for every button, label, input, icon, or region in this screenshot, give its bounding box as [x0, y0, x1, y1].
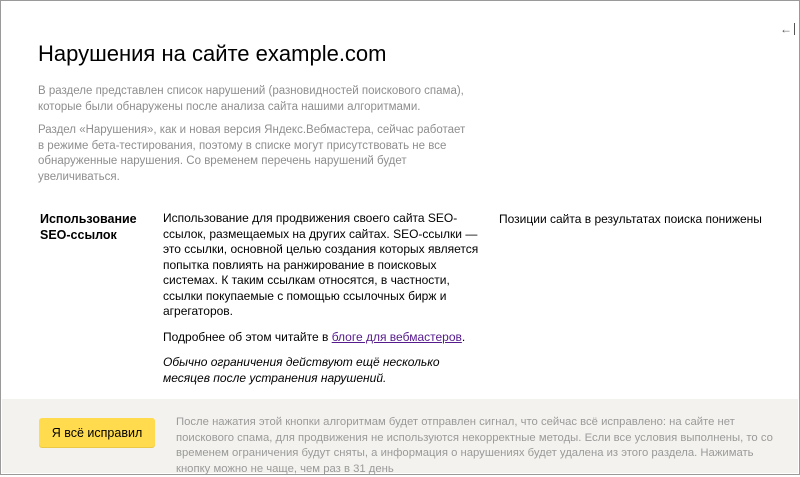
footer-note: После нажатия этой кнопки алгоритмам будет отправлен сигнал, что сейчас всё исправлено: на сайте нет поискового спама, для продвижения не используются некорректные методы. Если все условия выполнены, то со временем ограничения будут сняты, а информация о нарушениях будет удалена из этого раздела. Нажимать кнопку можно не чаще, чем раз в 31 день [176, 416, 773, 475]
violation-description-block [163, 211, 488, 396]
violation-more-info: Подробнее об этом читайте в блоге для вебмастеров. [163, 329, 466, 344]
collapse-right-icon[interactable]: ← [781, 19, 795, 39]
violation-description: Использование для продвижения своего сайта SEO-ссылок, размещаемых на других сайтах. SEO-ссылки — это ссылки, основной целью создания которых является попытка повлиять на ранжирование в поисковых системах. К таким ссылкам относятся, в частности, ссылки покупаемые с помощью ссылочных бирж и агрегаторов. [163, 211, 479, 318]
dialog-footer [2, 399, 798, 473]
violation-note: Обычно ограничения действуют ещё несколько месяцев после устранения нарушений. [163, 355, 440, 385]
fixed-everything-button[interactable]: Я всё исправил [39, 418, 155, 448]
violation-effect: Позиции сайта в результатах поиска понижены [499, 212, 762, 226]
intro-paragraph: Раздел «Нарушения», как и новая версия Яндекс.Вебмастера, сейчас работает в режиме бета-тестирования, поэтому в списке могут присутствовать не все обнаруженные нарушения. Со временем перечень нарушений будет увеличиваться. [38, 124, 466, 183]
webmaster-blog-link[interactable]: блоге для вебмастеров [331, 329, 462, 344]
dialog-title: Нарушения на сайте example.com [38, 41, 387, 66]
intro-paragraph: В разделе представлен список нарушений (разновидностей поискового спама), которые были обнаружены после анализа сайта нашими алгоритмами. [38, 85, 464, 113]
violation-name: Использование SEO-ссылок [40, 212, 137, 242]
